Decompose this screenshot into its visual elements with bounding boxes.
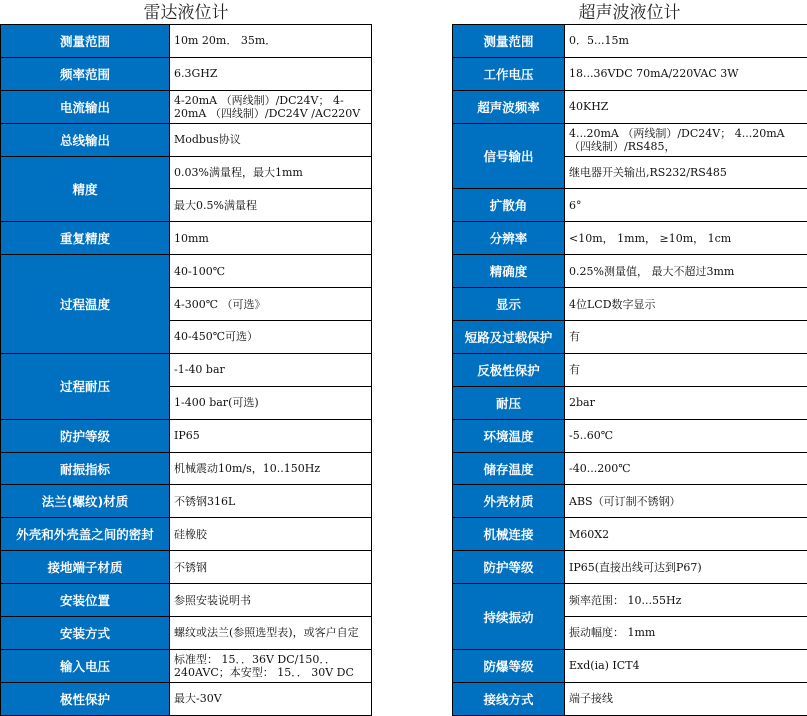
radar-title: 雷达液位计 [0,0,372,24]
ultrasonic-spec-label: 超声波频率 [453,90,565,123]
ultrasonic-spec-value: 18...36VDC 70mA/220VAC 3W [565,57,807,90]
ultrasonic-spec-label: 环境温度 [453,419,565,452]
ultrasonic-spec-value: 0．5...15m [565,25,807,58]
ultrasonic-spec-value: 4位LCD数字显示 [565,288,807,321]
radar-spec-label: 重复精度 [1,222,170,255]
radar-spec-value: 40-100℃ [170,255,372,288]
radar-spec-value: 标准型： 15．．36V DC/150．．240AVC；本安型： 15．． 30V DC [170,649,372,682]
radar-spec-row [1,452,372,485]
ultrasonic-spec-row [453,551,807,584]
radar-spec-row [1,551,372,584]
ultrasonic-spec-row [453,518,807,551]
ultrasonic-spec-table [452,24,807,716]
ultrasonic-spec-row [453,123,807,156]
ultrasonic-spec-value: 4...20mA （两线制）/DC24V； 4...20mA （四线制）/RS485， [565,123,807,156]
ultrasonic-spec-value: 振动幅度： 1mm [565,617,807,650]
ultrasonic-spec-label: 工作电压 [453,57,565,90]
ultrasonic-spec-value: 0.25%测量值， 最大不超过3mm [565,255,807,288]
radar-spec-row [1,255,372,288]
ultrasonic-spec-row [453,189,807,222]
ultrasonic-title: 超声波液位计 [452,0,807,24]
ultrasonic-spec-row [453,90,807,123]
radar-spec-row [1,353,372,386]
radar-spec-row [1,90,372,123]
ultrasonic-spec-value: 40KHZ [565,90,807,123]
ultrasonic-spec-row [453,25,807,58]
radar-spec-value: 10mm [170,222,372,255]
ultrasonic-spec-value: IP65(直接出线可达到P67) [565,551,807,584]
ultrasonic-spec-label: 精确度 [453,255,565,288]
radar-spec-value: 不锈钢 [170,551,372,584]
ultrasonic-spec-label: 机械连接 [453,518,565,551]
radar-spec-label: 精度 [1,156,170,222]
ultrasonic-spec-label: 扩散角 [453,189,565,222]
radar-spec-table [0,24,372,716]
ultrasonic-spec-row [453,485,807,518]
radar-spec-label: 安装位置 [1,584,170,617]
ultrasonic-spec-label: 防护等级 [453,551,565,584]
radar-spec-label: 耐振指标 [1,452,170,485]
ultrasonic-spec-value: Exd(ia) ICT4 [565,649,807,682]
radar-spec-row [1,649,372,682]
ultrasonic-spec-value: 继电器开关输出,RS232/RS485 [565,156,807,189]
ultrasonic-spec-row [453,321,807,354]
radar-spec-label: 输入电压 [1,649,170,682]
ultrasonic-spec-row [453,419,807,452]
ultrasonic-spec-value: 有 [565,353,807,386]
ultrasonic-spec-row [453,386,807,419]
ultrasonic-spec-value: -40...200℃ [565,452,807,485]
radar-spec-label: 过程温度 [1,255,170,354]
ultrasonic-spec-row [453,682,807,715]
radar-spec-row [1,518,372,551]
ultrasonic-spec-label: 持续振动 [453,584,565,650]
radar-spec-value: 硅橡胶 [170,518,372,551]
radar-spec-row [1,57,372,90]
radar-spec-value: Modbus协议 [170,123,372,156]
radar-spec-label: 防护等级 [1,419,170,452]
radar-spec-value: 10m 20m． 35m． [170,25,372,58]
radar-spec-value: 0.03%满量程，最大1mm [170,156,372,189]
ultrasonic-spec-label: 信号输出 [453,123,565,189]
radar-spec-row [1,419,372,452]
radar-spec-row [1,25,372,58]
radar-spec-value: 机械震动10m/s，10..150Hz [170,452,372,485]
ultrasonic-spec-label: 显示 [453,288,565,321]
radar-spec-value: 最大0.5%满量程 [170,189,372,222]
radar-spec-row [1,617,372,650]
ultrasonic-spec-value: M60X2 [565,518,807,551]
radar-spec-label: 频率范围 [1,57,170,90]
radar-spec-value: 最大-30V [170,682,372,715]
radar-spec-value: IP65 [170,419,372,452]
radar-spec-value: 4-300℃ （可选》 [170,288,372,321]
ultrasonic-spec-value: -5..60℃ [565,419,807,452]
radar-spec-value: -1-40 bar [170,353,372,386]
ultrasonic-spec-row [453,288,807,321]
radar-spec-label: 安装方式 [1,617,170,650]
ultrasonic-spec-row [453,255,807,288]
radar-spec-row [1,584,372,617]
ultrasonic-spec-row [453,222,807,255]
radar-spec-row [1,485,372,518]
radar-spec-value: 不锈钢316L [170,485,372,518]
radar-spec-label: 法兰(螺纹)材质 [1,485,170,518]
radar-spec-value: 40-450℃可选） [170,321,372,354]
ultrasonic-spec-value: <10m， 1mm， ≥10m， 1cm [565,222,807,255]
ultrasonic-spec-value: 2bar [565,386,807,419]
ultrasonic-spec-label: 反极性保护 [453,353,565,386]
ultrasonic-spec-label: 分辨率 [453,222,565,255]
ultrasonic-spec-value: 有 [565,321,807,354]
radar-spec-label: 过程耐压 [1,353,170,419]
ultrasonic-spec-label: 耐压 [453,386,565,419]
radar-spec-label: 极性保护 [1,682,170,715]
ultrasonic-spec-value: 端子接线 [565,682,807,715]
radar-spec-value: 参照安装说明书 [170,584,372,617]
ultrasonic-spec-row [453,649,807,682]
radar-spec-row [1,156,372,189]
radar-spec-value: 4-20mA （两线制）/DC24V； 4-20mA （四线制）/DC24V /AC220V [170,90,372,123]
ultrasonic-spec-label: 测量范围 [453,25,565,58]
ultrasonic-spec-row [453,584,807,617]
radar-spec-row [1,222,372,255]
radar-spec-value: 6.3GHZ [170,57,372,90]
ultrasonic-spec-label: 防爆等级 [453,649,565,682]
radar-spec-value: 螺纹或法兰(参照选型表)，或客户自定 [170,617,372,650]
ultrasonic-spec-value: 频率范围： 10...55Hz [565,584,807,617]
ultrasonic-spec-row [453,353,807,386]
ultrasonic-spec-label: 接线方式 [453,682,565,715]
radar-spec-label: 总线输出 [1,123,170,156]
radar-spec-label: 测量范围 [1,25,170,58]
radar-spec-row [1,682,372,715]
radar-spec-value: 1-400 bar(可选) [170,386,372,419]
radar-spec-label: 外壳和外壳盖之间的密封 [1,518,170,551]
ultrasonic-spec-label: 外壳材质 [453,485,565,518]
radar-spec-row [1,123,372,156]
ultrasonic-spec-value: 6° [565,189,807,222]
ultrasonic-spec-label: 短路及过载保护 [453,321,565,354]
ultrasonic-spec-label: 储存温度 [453,452,565,485]
ultrasonic-spec-row [453,57,807,90]
radar-spec-label: 接地端子材质 [1,551,170,584]
ultrasonic-spec-row [453,452,807,485]
ultrasonic-spec-value: ABS（可订制不锈钢） [565,485,807,518]
radar-spec-label: 电流输出 [1,90,170,123]
